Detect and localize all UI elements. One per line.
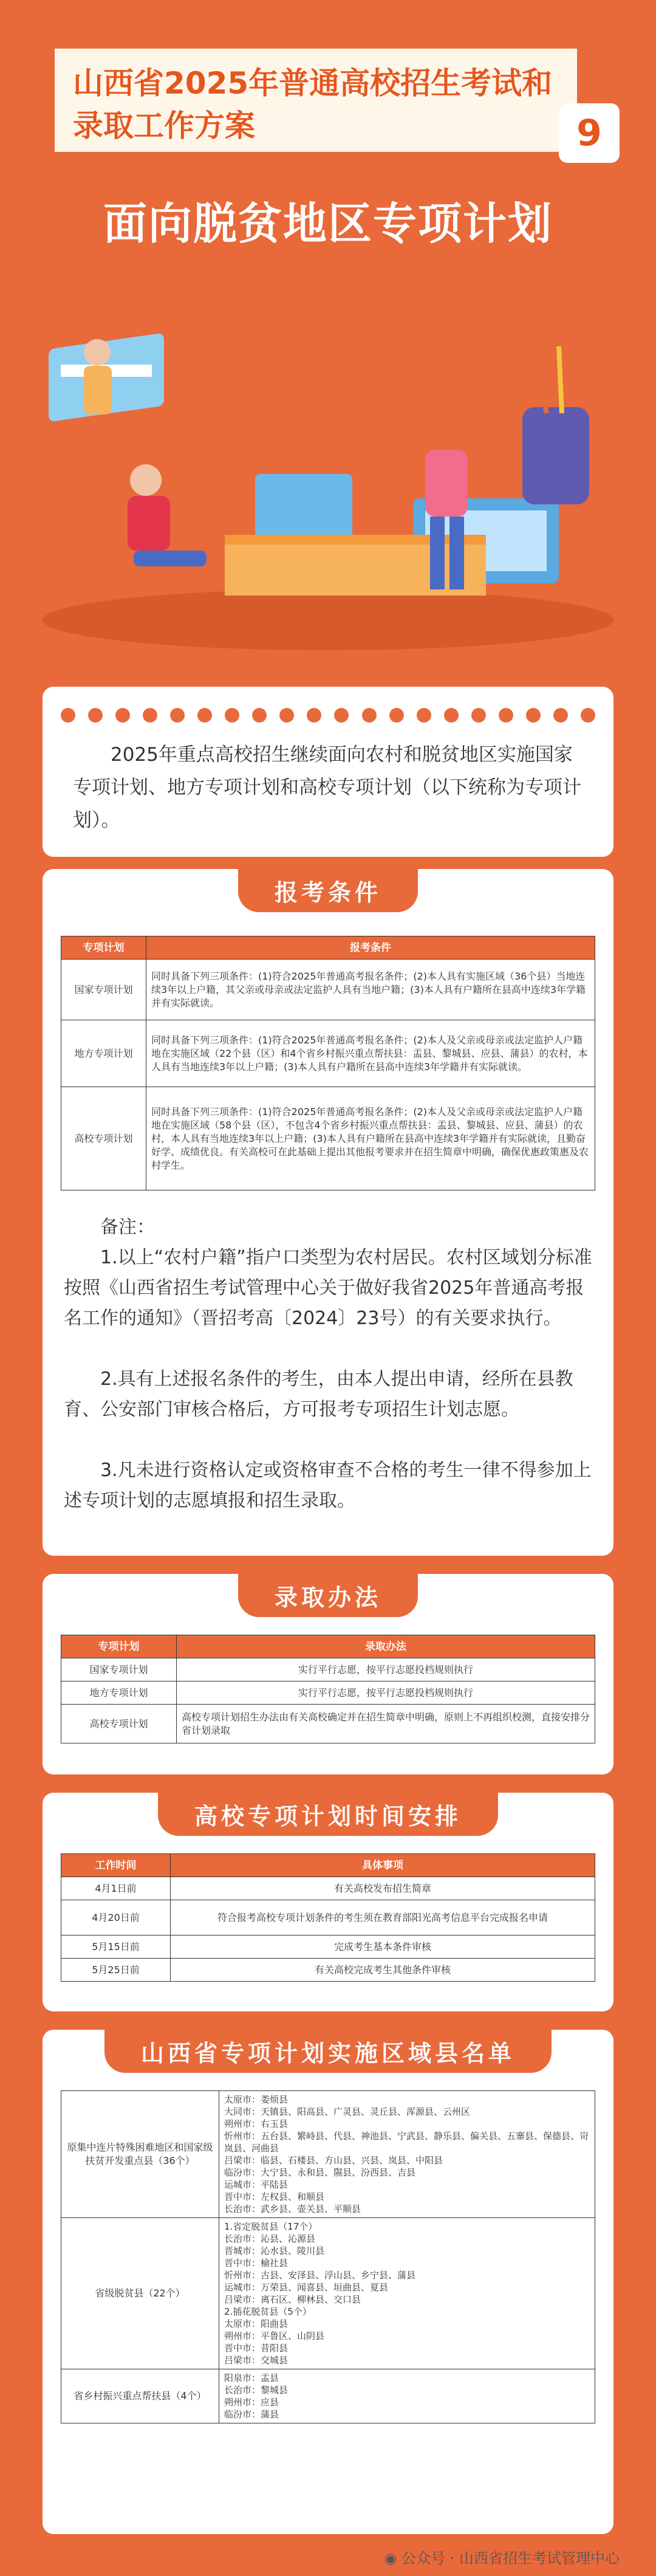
table-row xyxy=(61,1959,595,1982)
dot-row xyxy=(61,706,595,724)
plan-cell: 地方专项计划 xyxy=(61,1020,146,1087)
title-line-2: 录取工作方案 xyxy=(73,108,255,143)
regions-heading: 山西省专项计划实施区域县名单 xyxy=(104,2030,552,2073)
region-category-cell: 省乡村振兴重点帮扶县（4个） xyxy=(61,2369,219,2423)
plan-cell: 高校专项计划 xyxy=(61,1705,177,1743)
region-list-cell: 1.省定脱贫县（17个） 长治市：沁县、沁源县 晋城市：沁水县、陵川县 晋中市：榆社县 忻州市：古县、安泽县、浮山县、乡宁县、蒲县 运城市：万荣县、闻喜县、垣曲县、夏县 吕梁市：离石区、柳林县、交口县 2.插花脱贫县（5个） 太原市：阳曲县 朔州市：平鲁区、山阴县 晋中市：昔阳县 吕梁市：交城县 xyxy=(219,2218,595,2369)
table-row xyxy=(61,2218,595,2369)
region-category-cell: 省级脱贫县（22个） xyxy=(61,2218,219,2369)
condition-cell: 同时具备下列三项条件：(1)符合2025年普通高考报名条件；(2)本人具有实施区域（36个县）当地连续3年以上户籍，其父亲或母亲或法定监护人具有当地户籍；(3)本人具有户籍所在县高中连续3年学籍并有实际就读。 xyxy=(146,960,595,1020)
schedule-col-item: 具体事项 xyxy=(171,1854,595,1877)
schedule-col-date: 工作时间 xyxy=(61,1854,171,1877)
date-cell: 4月1日前 xyxy=(61,1877,171,1900)
conditions-heading: 报考条件 xyxy=(238,869,418,912)
footer-text: 公众号 · 山西省招生考试管理中心 xyxy=(401,2550,620,2567)
notes-title: 备注： xyxy=(100,1217,155,1238)
condition-cell: 同时具备下列三项条件：(1)符合2025年普通高考报名条件；(2)本人及父亲或母亲或法定监护人户籍地在实施区域（58个县（区），不包含4个省乡村振兴重点帮扶县：盂县、黎城县、应县、蒲县）的农村，本人具有当地连续3年以上户籍；(3)本人具有户籍所在县高中连续3年学籍并有实际就读，且勤奋好学、成绩优良。有关高校可在此基础上提出其他报考要求并在招生简章中明确，确保优惠政策惠及农村学生。 xyxy=(146,1087,595,1190)
table-row xyxy=(61,1020,595,1087)
intro-text: 2025年重点高校招生继续面向农村和脱贫地区实施国家专项计划、地方专项计划和高校专项计划（以下统称为专项计划）。 xyxy=(73,744,581,831)
date-cell: 4月20日前 xyxy=(61,1900,171,1935)
table-row xyxy=(61,1681,595,1705)
schedule-table xyxy=(61,1853,595,1982)
footer-credit xyxy=(0,2546,656,2567)
section-number-badge: 9 xyxy=(559,103,620,163)
note-3: 3.凡未进行资格认定或资格审查不合格的考生一律不得参加上述专项计划的志愿填报和招生录取。 xyxy=(64,1460,592,1511)
title-banner xyxy=(55,49,577,152)
item-cell: 有关高校发布招生简章 xyxy=(171,1877,595,1900)
admission-heading: 录取办法 xyxy=(238,1574,418,1617)
note-2: 2.具有上述报名条件的考生，由本人提出申请，经所在县教育、公安部门审核合格后，方可报考专项招生计划志愿。 xyxy=(64,1369,573,1420)
title-line-1: 山西省2025年普通高校招生考试和 xyxy=(73,66,553,101)
table-row xyxy=(61,1935,595,1959)
table-row xyxy=(61,2091,595,2218)
item-cell: 完成考生基本条件审核 xyxy=(171,1935,595,1959)
admission-col-method: 录取办法 xyxy=(177,1635,595,1658)
plan-cell: 地方专项计划 xyxy=(61,1681,177,1705)
note-1: 1.以上“农村户籍”指户口类型为农村居民。农村区域划分标准按照《山西省招生考试管理中心关于做好我省2025年普通高考报名工作的通知》（晋招考高〔2024〕23号）的有关要求执行。 xyxy=(64,1247,592,1329)
method-cell: 高校专项计划招生办法由有关高校确定并在招生简章中明确，原则上不再组织校测，直接安排分省计划录取 xyxy=(177,1705,595,1743)
table-row xyxy=(61,1658,595,1681)
item-cell: 有关高校完成考生其他条件审核 xyxy=(171,1959,595,1982)
schedule-heading: 高校专项计划时间安排 xyxy=(158,1793,498,1836)
conditions-col-condition: 报考条件 xyxy=(146,936,595,960)
date-cell: 5月15日前 xyxy=(61,1935,171,1959)
date-cell: 5月25日前 xyxy=(61,1959,171,1982)
conditions-col-plan: 专项计划 xyxy=(61,936,146,960)
condition-cell: 同时具备下列三项条件：(1)符合2025年普通高考报名条件；(2)本人及父亲或母亲或法定监护人户籍地在实施区域（22个县（区）和4个省乡村振兴重点帮扶县：盂县、黎城县、应县、蒲县）的农村，本人具有当地连续3年以上户籍；(3)本人具有户籍所在县高中连续3年学籍并有实际就读。 xyxy=(146,1020,595,1087)
plan-cell: 国家专项计划 xyxy=(61,960,146,1020)
admission-table xyxy=(61,1635,595,1743)
table-row xyxy=(61,960,595,1020)
hero-illustration xyxy=(24,280,632,656)
plan-cell: 国家专项计划 xyxy=(61,1658,177,1681)
region-list-cell: 太原市：娄烦县 大同市：天镇县、阳高县、广灵县、灵丘县、浑源县、云州区 朔州市：右玉县 忻州市：五台县、繁峙县、代县、神池县、宁武县、静乐县、偏关县、五寨县、保德县、岢岚县、河曲县 吕梁市：临县、石楼县、方山县、兴县、岚县、中阳县 临汾市：大宁县、永和县、隰县、汾西县、吉县 运城市：平陆县 晋中市：左权县、和顺县 长治市：武乡县、壶关县、平顺县 xyxy=(219,2091,595,2218)
method-cell: 实行平行志愿，按平行志愿投档规则执行 xyxy=(177,1658,595,1681)
region-category-cell: 原集中连片特殊困难地区和国家级扶贫开发重点县（36个） xyxy=(61,2091,219,2218)
regions-table xyxy=(61,2090,595,2423)
table-row xyxy=(61,1877,595,1900)
table-row xyxy=(61,1900,595,1935)
method-cell: 实行平行志愿，按平行志愿投档规则执行 xyxy=(177,1681,595,1705)
table-row xyxy=(61,1087,595,1190)
region-list-cell: 阳泉市：盂县 长治市：黎城县 朔州市：应县 临汾市：蒲县 xyxy=(219,2369,595,2423)
table-row xyxy=(61,2369,595,2423)
conditions-table xyxy=(61,936,595,1190)
table-row xyxy=(61,1705,595,1743)
plan-cell: 高校专项计划 xyxy=(61,1087,146,1190)
admission-col-plan: 专项计划 xyxy=(61,1635,177,1658)
item-cell: 符合报考高校专项计划条件的考生须在教育部阳光高考信息平台完成报名申请 xyxy=(171,1900,595,1935)
wechat-icon: ◉ xyxy=(384,2550,402,2567)
page-subtitle: 面向脱贫地区专项计划 xyxy=(103,198,553,249)
